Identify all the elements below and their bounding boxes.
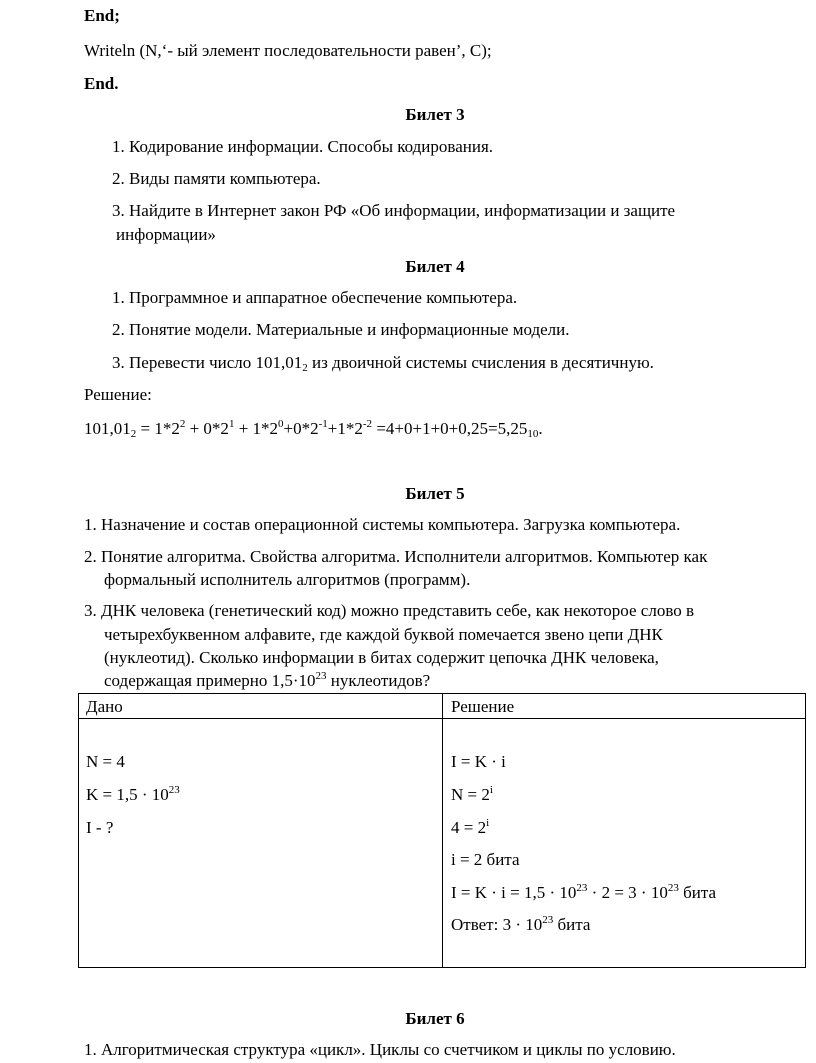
text-run: + 0*2	[185, 419, 229, 438]
ticket-3-item-3: 3. Найдите в Интернет закон РФ «Об информации, информатизации и защите	[112, 201, 676, 220]
text-run: +0*2	[283, 419, 319, 438]
text-run: = 1*2	[136, 419, 180, 438]
text-run: 3. Перевести число 101,01	[112, 353, 303, 372]
text-run: · 2 = 3 · 10	[587, 883, 668, 902]
header-solution: Решение	[451, 697, 515, 716]
ticket-5-item-1: 1. Назначение и состав операционной системы компьютера. Загрузка компьютера.	[84, 515, 681, 534]
text-run: из двоичной системы счисления в десятичную.	[307, 353, 654, 372]
code-writeln: Writeln (N,‘- ый элемент последовательности равен’, C);	[84, 41, 492, 60]
text-run: .	[538, 419, 543, 438]
ticket-5-item-3-cont: (нуклеотид). Сколько информации в битах содержит цепочка ДНК человека,	[104, 648, 659, 667]
solution-line	[451, 883, 716, 903]
ticket-5-item-3-cont	[104, 671, 430, 691]
text-run: K = 1,5 · 10	[86, 785, 169, 804]
ticket-3-item-1: 1. Кодирование информации. Способы кодирования.	[112, 137, 494, 156]
given-line	[86, 752, 125, 772]
superscript: i	[486, 817, 490, 829]
solution-line	[451, 752, 506, 772]
ticket-5-item-3: 3. ДНК человека (генетический код) можно представить себе, как некоторое слово в	[84, 601, 695, 620]
solution-line	[451, 850, 520, 870]
subscript: 10	[527, 428, 539, 440]
text-run: бита	[553, 915, 591, 934]
superscript: 23	[315, 670, 327, 682]
solution-table	[78, 693, 806, 968]
superscript: 1	[228, 418, 235, 430]
text-run: бита	[678, 883, 717, 902]
text-run: +1*2	[327, 419, 363, 438]
given-line	[86, 818, 113, 838]
code-end-2: End.	[84, 74, 119, 93]
superscript: 23	[576, 882, 588, 894]
text-run: =4+0+1+0+0,25=5,25	[372, 419, 528, 438]
table-divider	[442, 694, 443, 967]
text-run: 101,01	[84, 419, 131, 438]
solution-line	[451, 818, 489, 838]
ticket-4-item-1: 1. Программное и аппаратное обеспечение компьютера.	[112, 288, 518, 307]
text-run: N = 4	[86, 752, 125, 771]
ticket-3-item-3-cont: информации»	[116, 225, 216, 244]
given-line	[86, 785, 180, 805]
superscript: i	[489, 784, 493, 796]
superscript: 23	[667, 882, 679, 894]
text-run: Ответ: 3 · 10	[451, 915, 543, 934]
solution-label: Решение:	[84, 385, 152, 404]
text-run: 4 = 2	[451, 818, 487, 837]
superscript: -2	[362, 418, 373, 430]
solution-formula	[84, 419, 543, 439]
ticket-3-title: Билет 3	[405, 105, 465, 124]
superscript: 23	[542, 914, 554, 926]
ticket-4-item-3	[112, 353, 654, 373]
text-run: содержащая примерно 1,5·10	[104, 671, 316, 690]
superscript: 23	[168, 784, 180, 796]
superscript: 0	[278, 418, 284, 430]
ticket-5-item-3-cont: четырехбуквенном алфавите, где каждой буквой помечается звено цепи ДНК	[104, 625, 663, 644]
text-run: N = 2	[451, 785, 490, 804]
ticket-4-item-2: 2. Понятие модели. Материальные и информационные модели.	[112, 320, 570, 339]
header-given: Дано	[86, 697, 123, 716]
text-run: нуклеотидов?	[326, 671, 431, 690]
text-run: + 1*2	[234, 419, 279, 438]
superscript: 2	[179, 418, 186, 430]
superscript: -1	[318, 418, 328, 430]
ticket-3-item-2: 2. Виды памяти компьютера.	[112, 169, 321, 188]
text-run: I - ?	[86, 818, 114, 837]
ticket-6-title: Билет 6	[405, 1009, 465, 1028]
ticket-4-title: Билет 4	[405, 257, 465, 276]
text-run: I = K · i	[451, 752, 506, 771]
ticket-5-item-2-cont: формальный исполнитель алгоритмов (программ).	[104, 570, 471, 589]
ticket-6-item-1: 1. Алгоритмическая структура «цикл». Циклы со счетчиком и циклы по условию.	[84, 1040, 676, 1059]
subscript: 2	[130, 428, 137, 440]
ticket-5-title: Билет 5	[405, 484, 465, 503]
text-run: i = 2 бита	[451, 850, 520, 869]
subscript: 2	[302, 362, 308, 374]
table-divider	[79, 718, 805, 719]
solution-answer	[451, 915, 590, 935]
ticket-5-item-2: 2. Понятие алгоритма. Свойства алгоритма. Исполнители алгоритмов. Компьютер как	[84, 547, 708, 566]
solution-line	[451, 785, 493, 805]
code-end-1: End;	[84, 6, 120, 25]
text-run: I = K · i = 1,5 · 10	[451, 883, 577, 902]
